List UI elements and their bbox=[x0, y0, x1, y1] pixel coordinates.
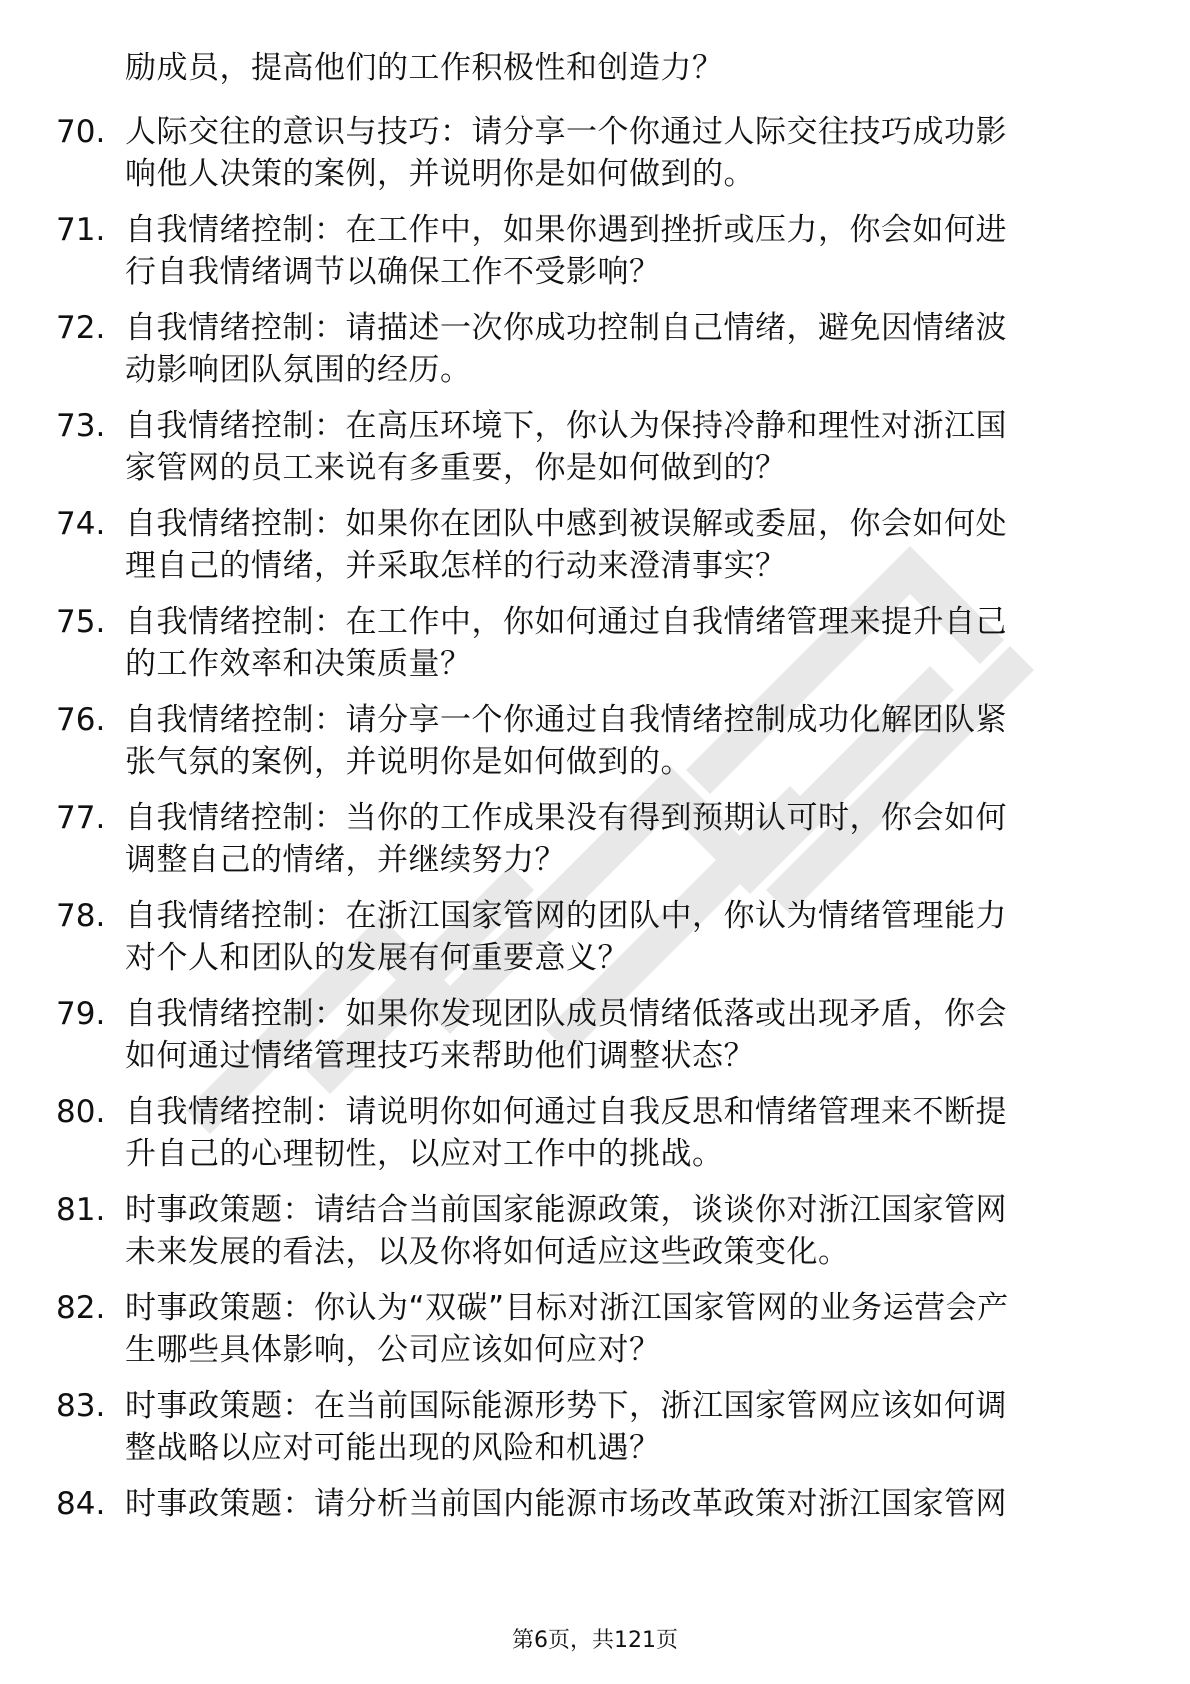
question-text-line: 响他人决策的案例，并说明你是如何做到的。 bbox=[125, 156, 755, 192]
question-text-line: 理自己的情绪，并采取怎样的行动来澄清事实？ bbox=[125, 548, 787, 584]
question-text-line: 时事政策题：请结合当前国家能源政策，谈谈你对浙江国家管网 bbox=[125, 1192, 1007, 1228]
page-footer bbox=[0, 1626, 1190, 1656]
question-number: 80. bbox=[56, 1094, 106, 1130]
question-number: 70. bbox=[56, 114, 106, 150]
page-number-label: 第6页，共121页 bbox=[512, 1628, 678, 1653]
question-text-line: 生哪些具体影响，公司应该如何应对？ bbox=[125, 1332, 661, 1368]
question-number: 76. bbox=[56, 702, 106, 738]
question-text-line: 自我情绪控制：请描述一次你成功控制自己情绪，避免因情绪波 bbox=[125, 310, 1007, 346]
question-text-line: 自我情绪控制：在工作中，你如何通过自我情绪管理来提升自己 bbox=[125, 604, 1007, 640]
question-number: 75. bbox=[56, 604, 106, 640]
question-number: 79. bbox=[56, 996, 106, 1032]
question-item bbox=[0, 502, 1190, 594]
question-text-line: 自我情绪控制：在高压环境下，你认为保持冷静和理性对浙江国 bbox=[125, 408, 1007, 444]
question-text-line: 未来发展的看法，以及你将如何适应这些政策变化。 bbox=[125, 1234, 850, 1270]
question-item bbox=[0, 600, 1190, 692]
question-item bbox=[0, 1482, 1190, 1574]
question-number: 78. bbox=[56, 898, 106, 934]
question-text-line: 自我情绪控制：在工作中，如果你遇到挫折或压力，你会如何进 bbox=[125, 212, 1007, 248]
question-item bbox=[0, 1286, 1190, 1378]
question-item bbox=[0, 404, 1190, 496]
question-number: 72. bbox=[56, 310, 106, 346]
question-item bbox=[0, 1384, 1190, 1476]
question-item bbox=[0, 698, 1190, 790]
question-number: 77. bbox=[56, 800, 106, 836]
question-item bbox=[0, 1188, 1190, 1280]
question-number: 84. bbox=[56, 1486, 106, 1522]
question-item bbox=[0, 110, 1190, 202]
question-item bbox=[0, 894, 1190, 986]
question-text-line: 调整自己的情绪，并继续努力？ bbox=[125, 842, 566, 878]
question-text-line: 如何通过情绪管理技巧来帮助他们调整状态？ bbox=[125, 1038, 755, 1074]
question-text-line: 的工作效率和决策质量？ bbox=[125, 646, 472, 682]
question-text-line: 自我情绪控制：如果你发现团队成员情绪低落或出现矛盾，你会 bbox=[125, 996, 1007, 1032]
question-text-line: 时事政策题：你认为“双碳”目标对浙江国家管网的业务运营会产 bbox=[125, 1290, 1009, 1326]
question-item bbox=[0, 1090, 1190, 1182]
question-text-line: 张气氛的案例，并说明你是如何做到的。 bbox=[125, 744, 692, 780]
question-text-line: 人际交往的意识与技巧：请分享一个你通过人际交往技巧成功影 bbox=[125, 114, 1007, 150]
question-text-line: 自我情绪控制：请说明你如何通过自我反思和情绪管理来不断提 bbox=[125, 1094, 1007, 1130]
question-item bbox=[0, 992, 1190, 1084]
question-number: 71. bbox=[56, 212, 106, 248]
question-item bbox=[0, 208, 1190, 300]
question-item bbox=[0, 306, 1190, 398]
question-text-line: 动影响团队氛围的经历。 bbox=[125, 352, 472, 388]
question-text-line: 整战略以应对可能出现的风险和机遇？ bbox=[125, 1430, 661, 1466]
question-text-line: 行自我情绪调节以确保工作不受影响？ bbox=[125, 254, 661, 290]
question-text-line: 自我情绪控制：请分享一个你通过自我情绪控制成功化解团队紧 bbox=[125, 702, 1007, 738]
question-text-line: 时事政策题：在当前国际能源形势下，浙江国家管网应该如何调 bbox=[125, 1388, 1007, 1424]
question-number: 83. bbox=[56, 1388, 106, 1424]
question-item bbox=[0, 796, 1190, 888]
question-text-line: 家管网的员工来说有多重要，你是如何做到的？ bbox=[125, 450, 787, 486]
continuation-line: 励成员，提高他们的工作积极性和创造力？ bbox=[125, 50, 724, 86]
question-text-line: 升自己的心理韧性，以应对工作中的挑战。 bbox=[125, 1136, 724, 1172]
question-number: 82. bbox=[56, 1290, 106, 1326]
question-text-line: 对个人和团队的发展有何重要意义？ bbox=[125, 940, 629, 976]
question-text-line: 自我情绪控制：如果你在团队中感到被误解或委屈，你会如何处 bbox=[125, 506, 1007, 542]
question-number: 73. bbox=[56, 408, 106, 444]
question-number: 74. bbox=[56, 506, 106, 542]
question-text-line: 自我情绪控制：当你的工作成果没有得到预期认可时，你会如何 bbox=[125, 800, 1007, 836]
question-text-line: 时事政策题：请分析当前国内能源市场改革政策对浙江国家管网 bbox=[125, 1486, 1007, 1522]
question-list bbox=[0, 110, 1190, 1580]
question-text-line: 自我情绪控制：在浙江国家管网的团队中，你认为情绪管理能力 bbox=[125, 898, 1007, 934]
question-number: 81. bbox=[56, 1192, 106, 1228]
